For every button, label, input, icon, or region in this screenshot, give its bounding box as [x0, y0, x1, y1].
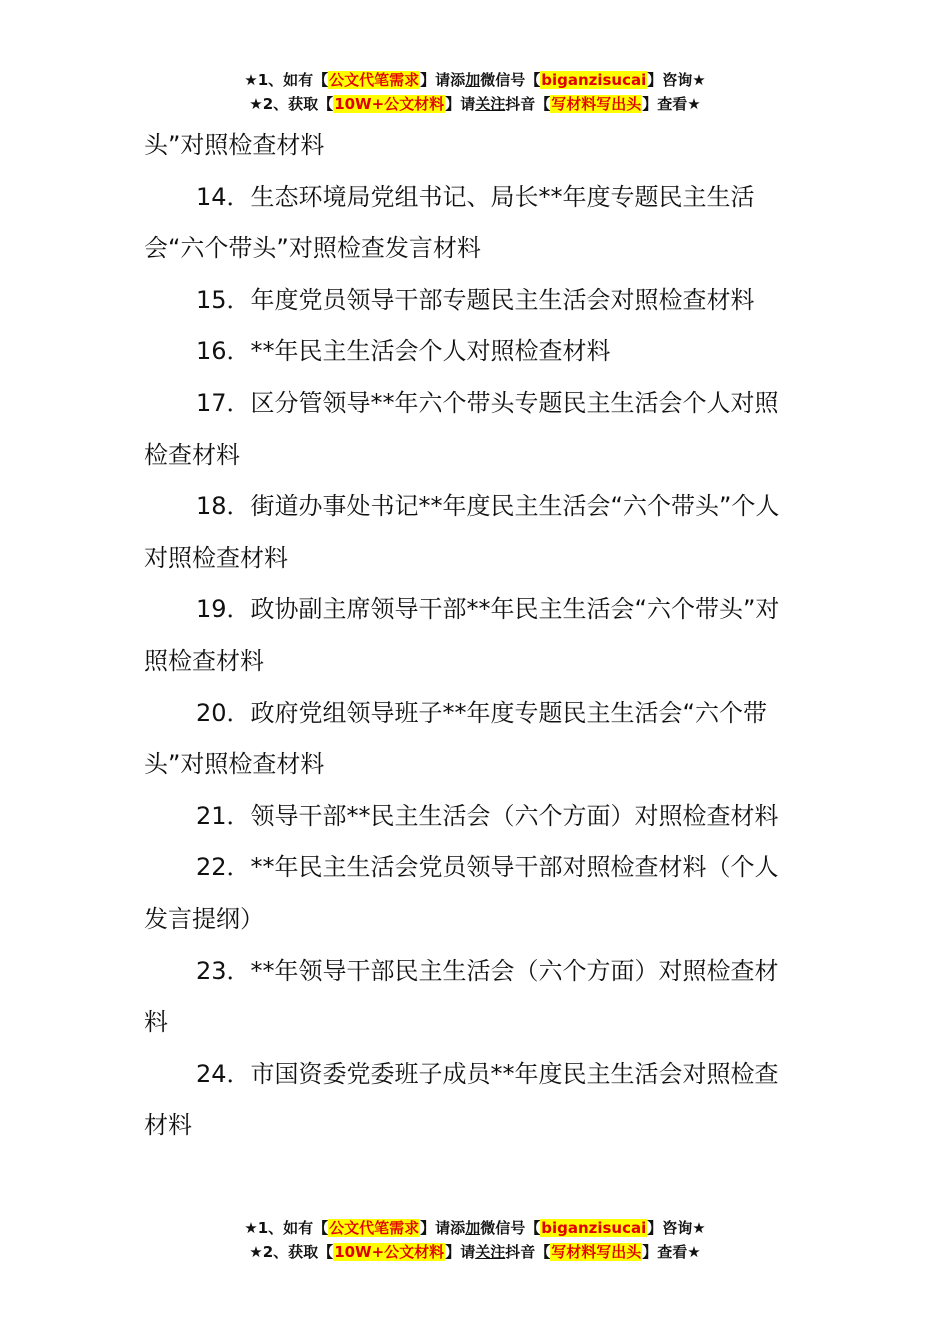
banner-text: 】请 [445, 95, 476, 113]
banner-text: 微信号【 [480, 1219, 541, 1237]
highlight-wechat-id: biganzisucai [541, 1219, 647, 1237]
list-item: 18．街道办事处书记**年度民主生活会“六个带头”个人对照检查材料 [144, 492, 780, 572]
banner-text: 】咨询★ [647, 71, 706, 89]
list-item: 24．市国资委党委班子成员**年度民主生活会对照检查材料 [144, 1059, 779, 1140]
banner-text: 微信号【 [480, 71, 541, 89]
banner-line-2 [0, 92, 950, 116]
banner-text: ★2、获取【 [249, 1243, 334, 1261]
highlight-douyin-account: 写材料写出头 [551, 95, 642, 113]
highlight-materials: 10W+公文材料 [334, 95, 445, 113]
banner-text: 抖音【 [505, 95, 551, 113]
highlight-materials: 10W+公文材料 [334, 1243, 445, 1261]
banner-text-underlined: 加 [465, 1219, 481, 1237]
list-item: 21．领导干部**民主生活会（六个方面）对照检查材料 [196, 801, 779, 830]
document-body [144, 120, 794, 1152]
list-item: 14．生态环境局党组书记、局长**年度专题民主生活会“六个带头”对照检查发言材料 [144, 182, 755, 263]
list-item: 19．政协副主席领导干部**年民主生活会“六个带头”对照检查材料 [144, 595, 780, 675]
list-item: 23．**年领导干部民主生活会（六个方面）对照检查材料 [144, 956, 779, 1037]
header-banner [0, 68, 950, 116]
banner-text: 】请 [445, 1243, 476, 1261]
banner-line-2 [0, 1240, 950, 1264]
highlight-douyin-account: 写材料写出头 [551, 1243, 642, 1261]
banner-line-1 [0, 68, 950, 92]
banner-text: 】咨询★ [647, 1219, 706, 1237]
banner-text-underlined: 关注 [475, 1243, 506, 1261]
banner-text: ★2、获取【 [249, 95, 334, 113]
banner-text: ★1、如有【 [244, 1219, 329, 1237]
highlight-wechat-id: biganzisucai [541, 71, 647, 89]
banner-line-1 [0, 1216, 950, 1240]
banner-text: 】查看★ [642, 1243, 701, 1261]
highlight-service: 公文代笔需求 [329, 1219, 420, 1237]
list-item: 20．政府党组领导班子**年度专题民主生活会“六个带头”对照检查材料 [144, 698, 767, 779]
banner-text-underlined: 加 [465, 71, 481, 89]
list-item: 16．**年民主生活会个人对照检查材料 [196, 337, 611, 366]
banner-text: 】查看★ [642, 95, 701, 113]
banner-text: 】请添 [420, 71, 466, 89]
list-item: 15．年度党员领导干部专题民主生活会对照检查材料 [196, 285, 755, 314]
list-item: 17．区分管领导**年六个带头专题民主生活会个人对照检查材料 [144, 388, 779, 469]
banner-text: 】请添 [420, 1219, 466, 1237]
list-item: 22．**年民主生活会党员领导干部对照检查材料（个人发言提纲） [144, 853, 779, 933]
highlight-service: 公文代笔需求 [329, 71, 420, 89]
banner-text: 抖音【 [505, 1243, 551, 1261]
banner-text-underlined: 关注 [475, 95, 506, 113]
list-item: 头”对照检查材料 [144, 131, 325, 159]
banner-text: ★1、如有【 [244, 71, 329, 89]
footer-banner [0, 1216, 950, 1264]
